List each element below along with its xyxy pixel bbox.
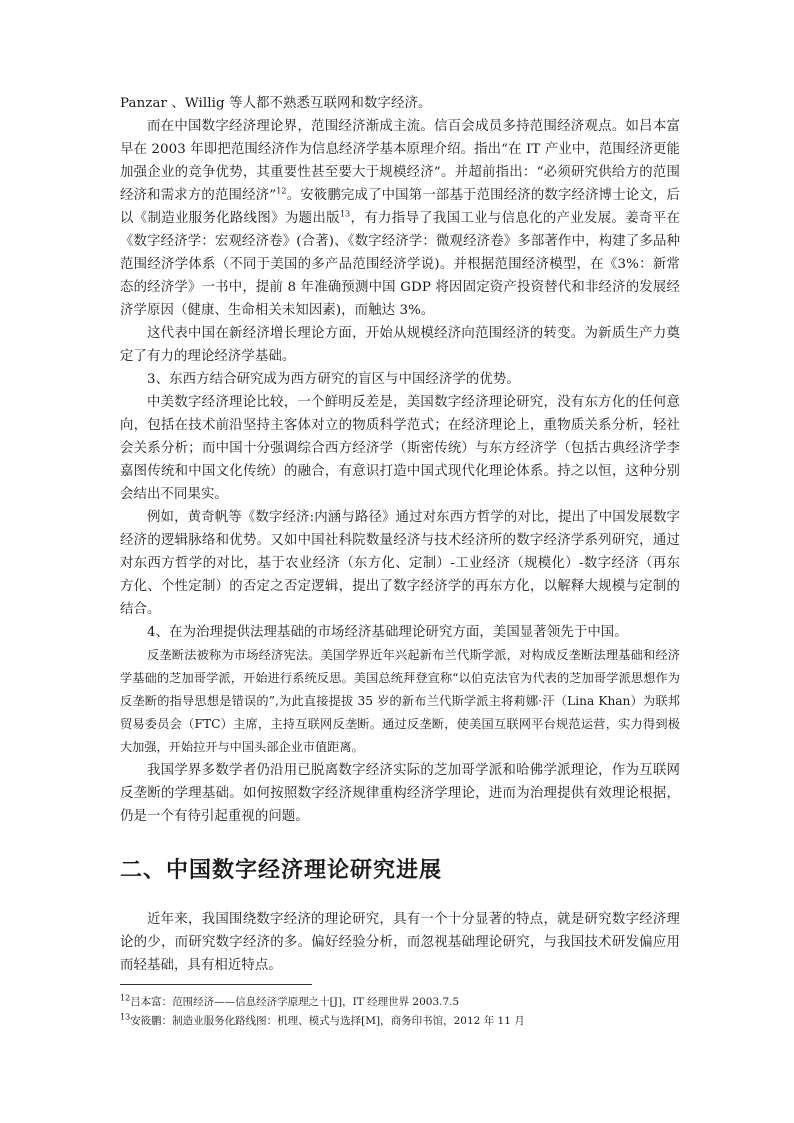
- paragraph-2-text-b: 。安筱鹏完成了中国第一部基于范围经济的数字经济博士论文，后以《制造业服务化路线图》为题出版: [120, 188, 681, 226]
- paragraph-3: 这代表中国在新经济增长理论方面，开始从规模经济向范围经济的转变。为新质生产力奠定了有力的理论经济学基础。: [120, 326, 680, 364]
- footnote-number: 13: [120, 1012, 131, 1022]
- footnote-divider: [120, 984, 312, 985]
- footnote-12: [120, 993, 680, 1012]
- numbered-point-3: 3、东西方结合研究成为西方研究的盲区与中国经济学的优势。: [147, 372, 520, 387]
- footnote-ref-13[interactable]: 13: [339, 209, 351, 219]
- footnote-13: [120, 1012, 680, 1031]
- footnotes: [120, 993, 680, 1031]
- body-content: [120, 92, 680, 977]
- paragraph-6: 反垄断法被称为市场经济宪法。美国学界近年兴起新布兰代斯学派，对构成反垄断法理基础和经济学基础的芝加哥学派，开始进行系统反思。美国总统拜登宣称“以伯克法官为代表的芝加哥学派思想作为反垄断的指导思想是错误的”,为此直接提拔 35 岁的新布兰代斯学派主将莉娜·汗（Lina Khan）为联邦贸易委员会（FTC）主席，主持互联网反垄断。通过反垄断，使美国互联网平台规范运营，实力得到极大加强，开始拉开与中国头部企业市值距离。: [120, 648, 680, 754]
- closing-paragraph: 近年来，我国围绕数字经济的理论研究，具有一个十分显著的特点，就是研究数字经济理论的少，而研究数字经济的多。偏好经验分析，而忽视基础理论研究，与我国技术研发偏应用而轻基础，具有相近特点。: [120, 912, 680, 973]
- numbered-point-4: 4、在为治理提供法理基础的市场经济基础理论研究方面，美国显著领先于中国。: [147, 625, 628, 640]
- paragraph-7: 我国学界多数学者仍沿用已脱离数字经济实际的芝加哥学派和哈佛学派理论，作为互联网反垄断的学理基础。如何按照数字经济规律重构经济学理论，进而为治理提供有效理论根据，仍是一个有待引起重视的问题。: [120, 763, 680, 824]
- section-heading: 二、中国数字经济理论研究进展: [120, 858, 443, 883]
- paragraph-2-text: 而在中国数字经济理论界，范围经济渐成主流。信百会成员多持范围经济观点。如吕本富早在 2003 年即把范围经济作为信息经济学基本原理介绍。指出“在 IT 产业中，范围经济更能加强企业的竞争优势，其重要性甚至要大于规模经济”。并超前指出：“必须研究供给方的范围经济和需求方的范围经济”: [120, 119, 680, 203]
- footnote-text: 安筱鹏：制造业服务化路线图：机理、模式与选择[M]，商务印书馆，2012 年 11 月: [130, 1015, 525, 1027]
- footnote-text: 吕本富：范围经济——信息经济学原理之十[J]，IT 经理世界 2003.7.5: [130, 996, 460, 1008]
- paragraph-5: 例如，黄奇帆等《数字经济:内涵与路径》通过对东西方哲学的对比，提出了中国发展数字经济的逻辑脉络和优势。又如中国社科院数量经济与技术经济所的数字经济学系列研究，通过对东西方哲学的对比，基于农业经济（东方化、定制）-工业经济（规模化）-数字经济（再东方化、个性定制）的否定之否定逻辑，提出了数字经济学的再东方化，以解释大规模与定制的结合。: [120, 510, 680, 617]
- paragraph-1: Panzar 、Willig 等人都不熟悉互联网和数字经济。: [120, 96, 432, 111]
- footnote-number: 12: [120, 993, 131, 1003]
- footnote-ref-12[interactable]: 12: [276, 186, 287, 196]
- paragraph-2-text-c: ，有力指导了我国工业与信息化的产业发展。姜奇平在《数字经济学：宏观经济卷》(合著)、《数字经济学：微观经济卷》多部著作中，构建了多品种范围经济学体系（不同于美国的多产品范围经济学说)。并根据范围经济模型，在《3%：新常态的经济学》一书中，提前 8 年准确预测中国 GDP 将因固定资产投资替代和非经济的发展经济学原因（健康、生命相关未知因素)，而触达 3%。: [120, 211, 680, 318]
- paragraph-4: 中美数字经济理论比较，一个鲜明反差是，美国数字经济理论研究，没有东方化的任何意向，包括在技术前沿坚持主客体对立的物质科学范式；在经济理论上，重物质关系分析，轻社会关系分析；而中国十分强调综合西方经济学（斯密传统）与东方经济学（包括古典经济学李嘉图传统和中国文化传统）的融合，有意识打造中国式现代化理论体系。持之以恒，这种分别会结出不同果实。: [120, 395, 680, 502]
- paragraph-2: [120, 115, 680, 322]
